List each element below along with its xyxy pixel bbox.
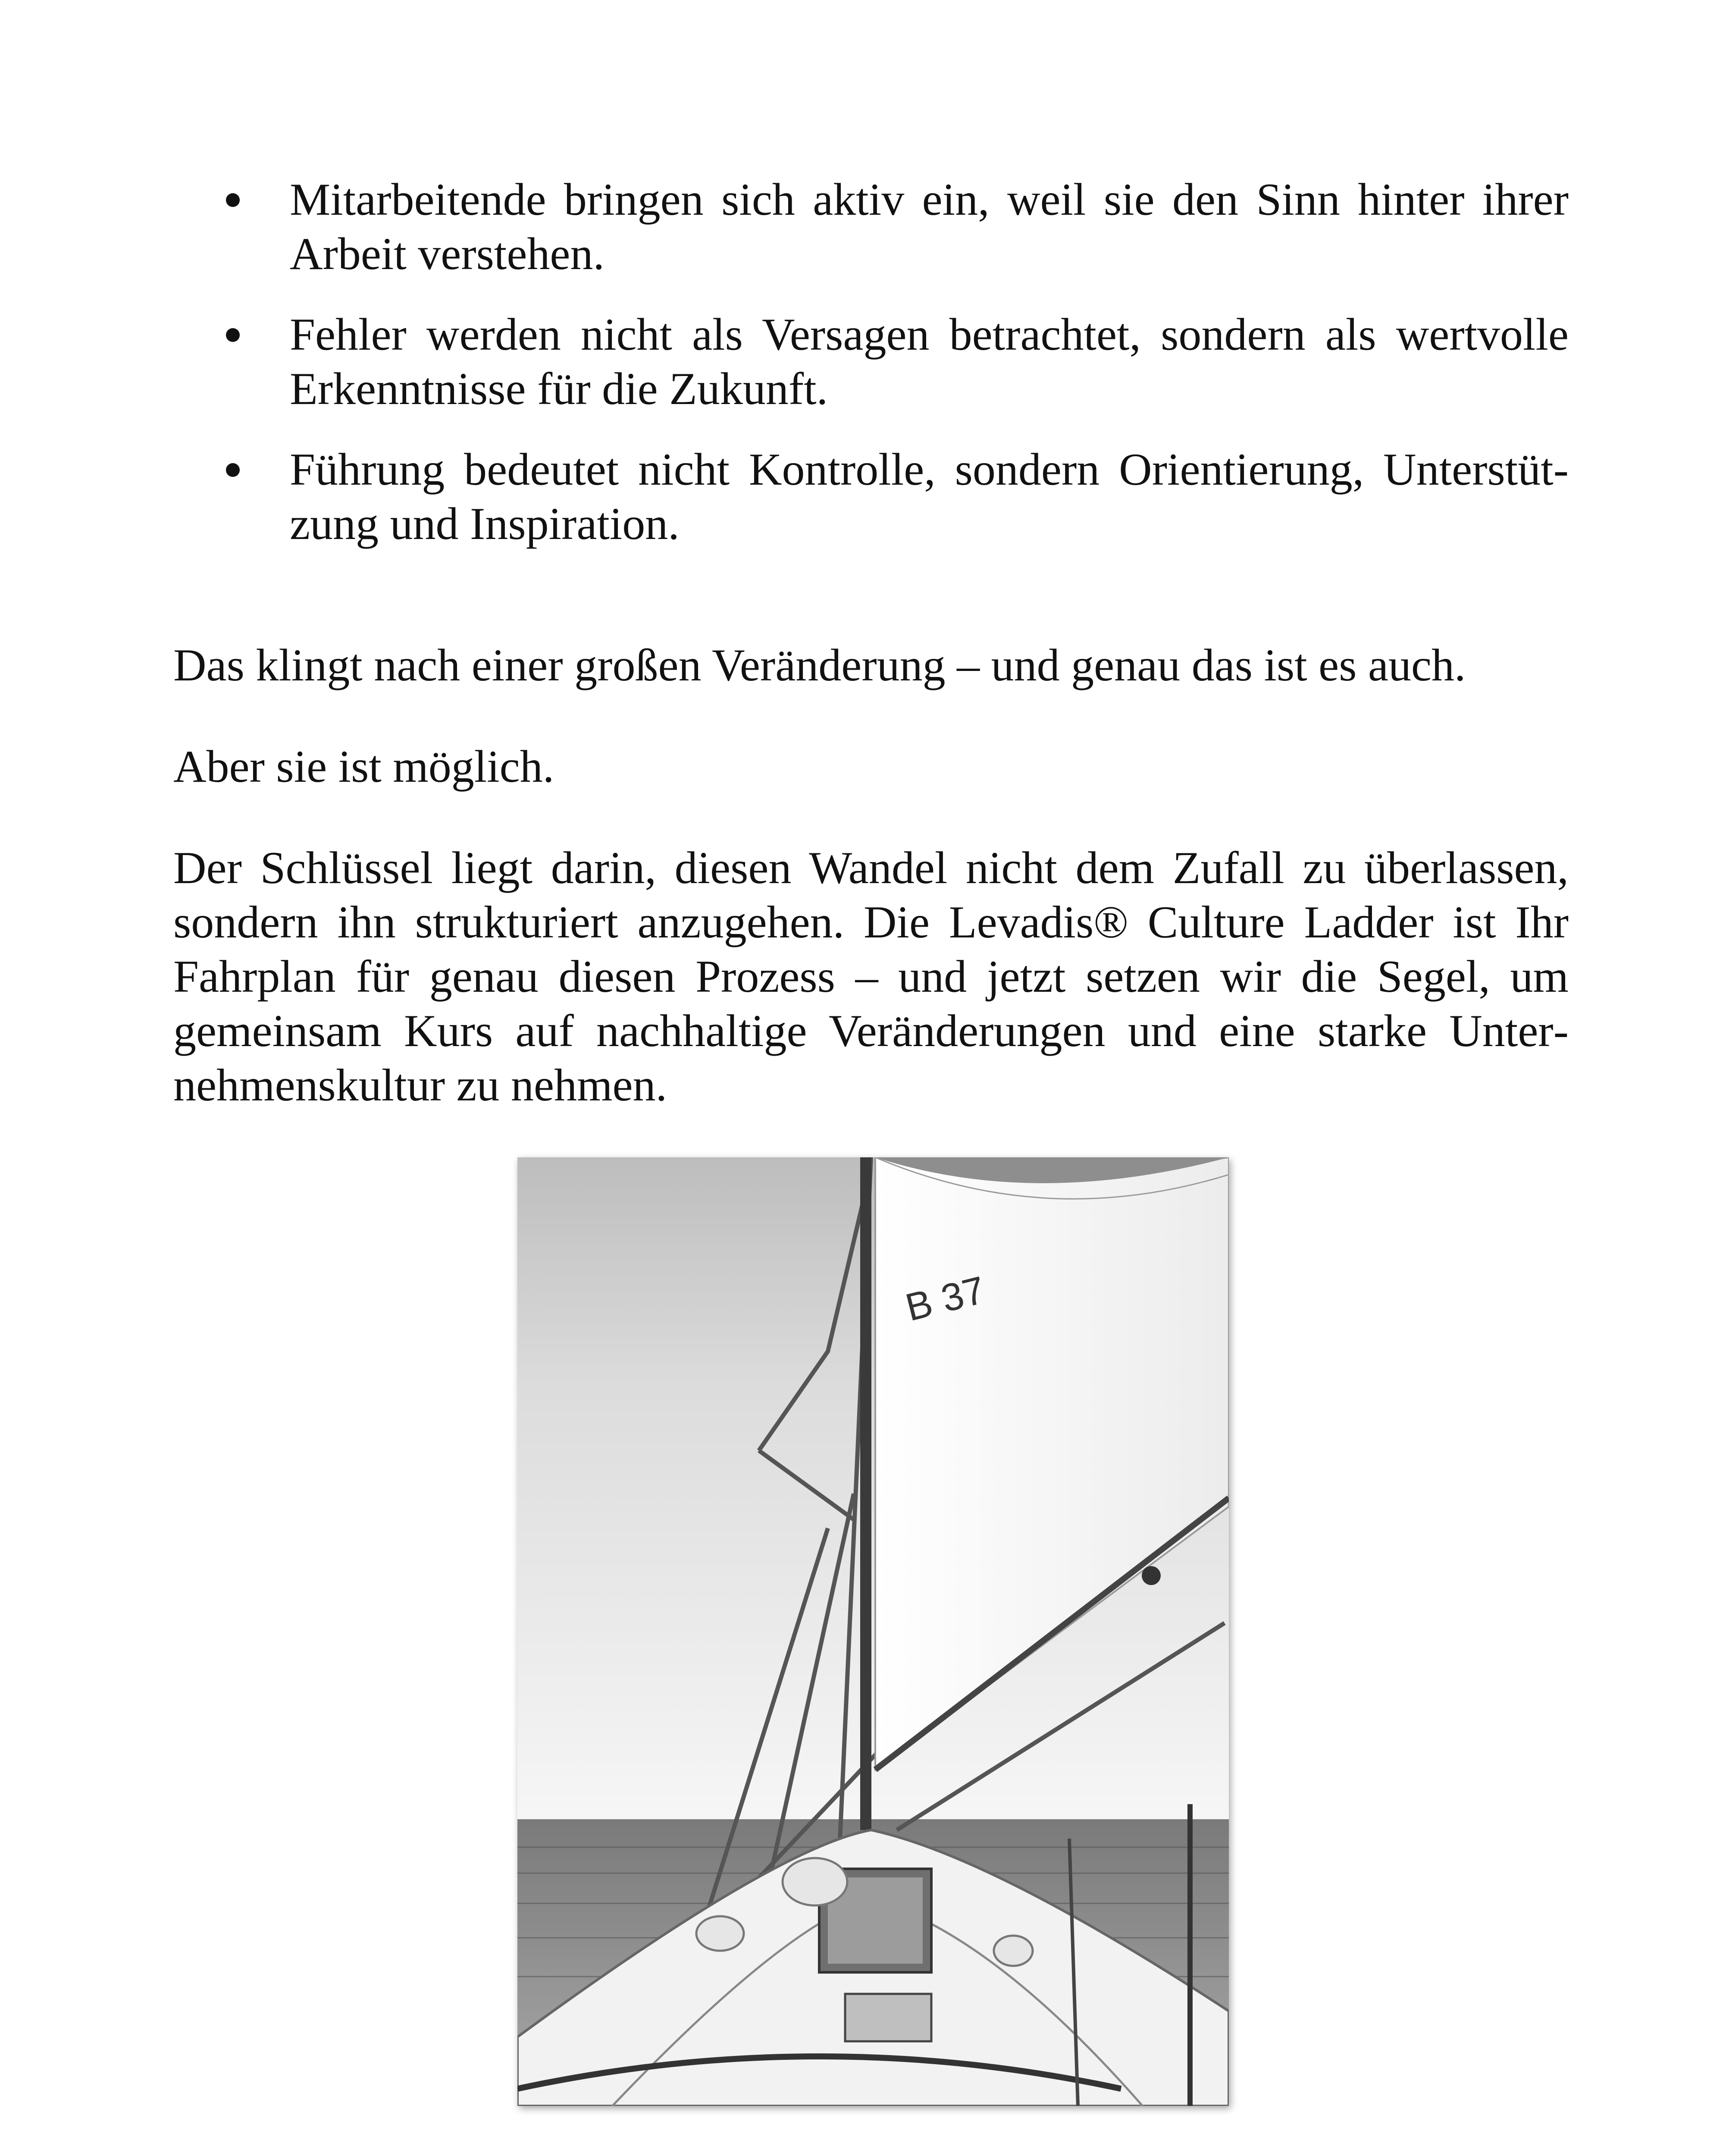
paragraph: Aber sie ist möglich. <box>173 741 554 792</box>
sailboat-photo <box>517 1157 1229 2106</box>
paragraph: Das klingt nach einer großen Veränderung – und genau das ist es auch. <box>173 640 1466 690</box>
sail-marking-text: B 37 <box>901 1268 990 1330</box>
bullet-list <box>173 172 1569 577</box>
bullet-dot-icon <box>226 463 240 477</box>
bullet-item <box>173 442 1569 551</box>
bullet-text: Mitarbeitende bringen sich aktiv ein, weil sie den Sinn hinter ihrer Arbeit verstehen. <box>290 174 1569 279</box>
bullet-text: Fehler werden nicht als Versagen betrachtet, sondern als wertvolle Erkenntnisse für die Zukunft. <box>290 309 1569 414</box>
paragraph: Der Schlüssel liegt darin, diesen Wandel nicht dem Zufall zu überlassen, sondern ihn strukturiert anzugehen. Die Levadis® Culture Ladder ist Ihr Fahrplan für genau diesen Prozess – und jetzt setzen wir die Segel, um gemeinsam Kurs auf nachhaltige Veränderungen und eine starke Unternehmenskultur zu nehmen. <box>173 843 1569 1110</box>
bullet-dot-icon <box>226 328 240 342</box>
bullet-item <box>173 172 1569 281</box>
bullet-item <box>173 307 1569 416</box>
bullet-dot-icon <box>226 193 240 207</box>
bullet-text: Führung bedeutet nicht Kontrolle, sondern Orientierung, Unterstützung und Inspiration. <box>290 444 1569 549</box>
